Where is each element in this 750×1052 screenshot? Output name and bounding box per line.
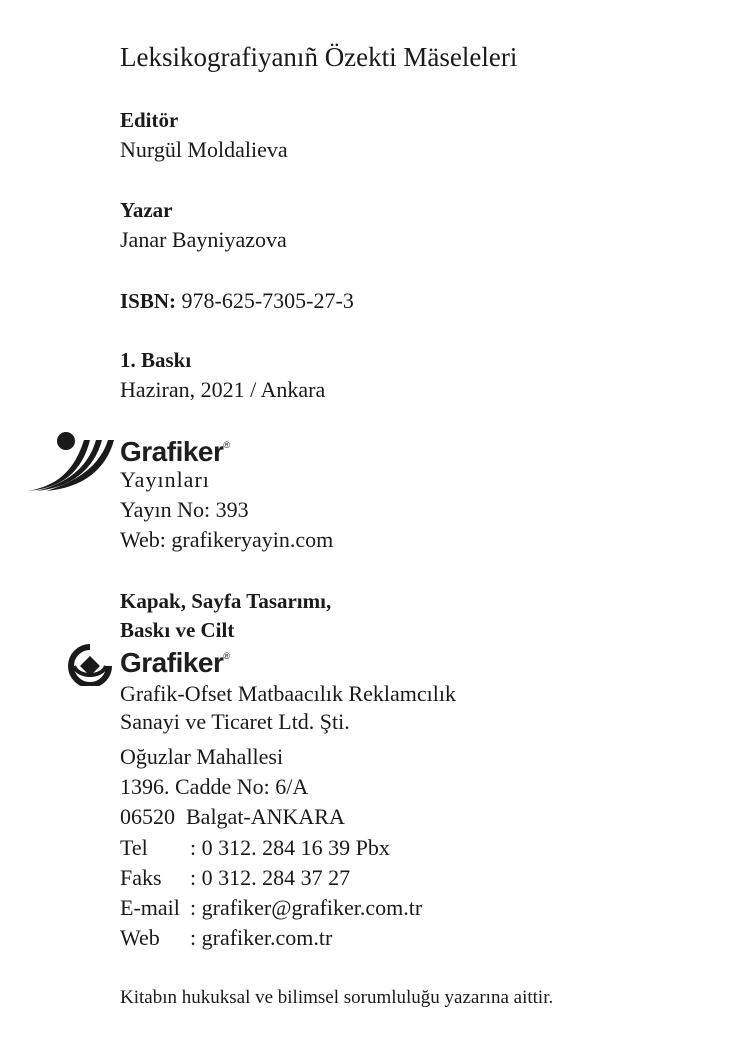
printer-logo-text: Grafiker bbox=[120, 647, 224, 678]
edition-label: 1. Baskı bbox=[120, 348, 192, 372]
contact-key: Faks bbox=[120, 865, 162, 890]
author-label: Yazar bbox=[120, 198, 173, 222]
address-line1: Oğuzlar Mahallesi bbox=[120, 744, 284, 769]
editor-label: Editör bbox=[120, 108, 179, 132]
print-label-line2: Baskı ve Cilt bbox=[120, 618, 235, 642]
publisher-web: Web: grafikeryayin.com bbox=[120, 527, 334, 552]
contact-key: Tel bbox=[120, 835, 148, 860]
contact-row-email bbox=[120, 895, 422, 921]
publisher-subtitle: Yayınları bbox=[120, 467, 210, 492]
publication-number: Yayın No: 393 bbox=[120, 497, 249, 522]
contact-sep: : bbox=[190, 925, 202, 950]
contact-value: 0 312. 284 16 39 Pbx bbox=[201, 835, 390, 860]
contact-row-tel bbox=[120, 835, 390, 861]
contact-sep: : bbox=[190, 865, 202, 890]
contact-key: E-mail bbox=[120, 895, 180, 920]
address-line3: 06520 Balgat-ANKARA bbox=[120, 804, 345, 829]
contact-value: grafiker@grafiker.com.tr bbox=[201, 895, 423, 920]
responsibility-disclaimer: Kitabın hukuksal ve bilimsel sorumluluğu yazarına aittir. bbox=[120, 987, 554, 1008]
circular-emblem-icon bbox=[66, 644, 114, 686]
editor-name: Nurgül Moldalieva bbox=[120, 137, 288, 162]
edition-date-place: Haziran, 2021 / Ankara bbox=[120, 377, 326, 402]
isbn-label: ISBN: bbox=[120, 289, 177, 313]
book-title: Leksikografiyanıñ Özekti Mäseleleri bbox=[120, 42, 518, 72]
printer-logo-wordmark bbox=[120, 647, 230, 679]
contact-key: Web bbox=[120, 925, 160, 950]
print-label-line1: Kapak, Sayfa Tasarımı, bbox=[120, 589, 332, 613]
address-line2: 1396. Cadde No: 6/A bbox=[120, 774, 309, 799]
publisher-logo-text: Grafiker bbox=[120, 436, 224, 467]
contact-row-web bbox=[120, 925, 332, 951]
isbn-line bbox=[120, 288, 354, 314]
contact-sep: : bbox=[190, 895, 202, 920]
company-name-line2: Sanayi ve Ticaret Ltd. Şti. bbox=[120, 709, 350, 734]
contact-sep: : bbox=[190, 835, 202, 860]
publisher-logo-reg: ® bbox=[223, 440, 230, 450]
isbn-value: 978-625-7305-27-3 bbox=[181, 288, 354, 313]
printer-logo-reg: ® bbox=[223, 651, 230, 661]
author-name: Janar Bayniyazova bbox=[120, 227, 287, 252]
publisher-logo-wordmark bbox=[120, 436, 230, 468]
contact-value: 0 312. 284 37 27 bbox=[201, 865, 351, 890]
contact-value: grafiker.com.tr bbox=[201, 925, 333, 950]
company-name-line1: Grafik-Ofset Matbaacılık Reklamcılık bbox=[120, 681, 456, 706]
contact-row-fax bbox=[120, 865, 350, 891]
swoosh-lines-icon bbox=[26, 428, 118, 494]
